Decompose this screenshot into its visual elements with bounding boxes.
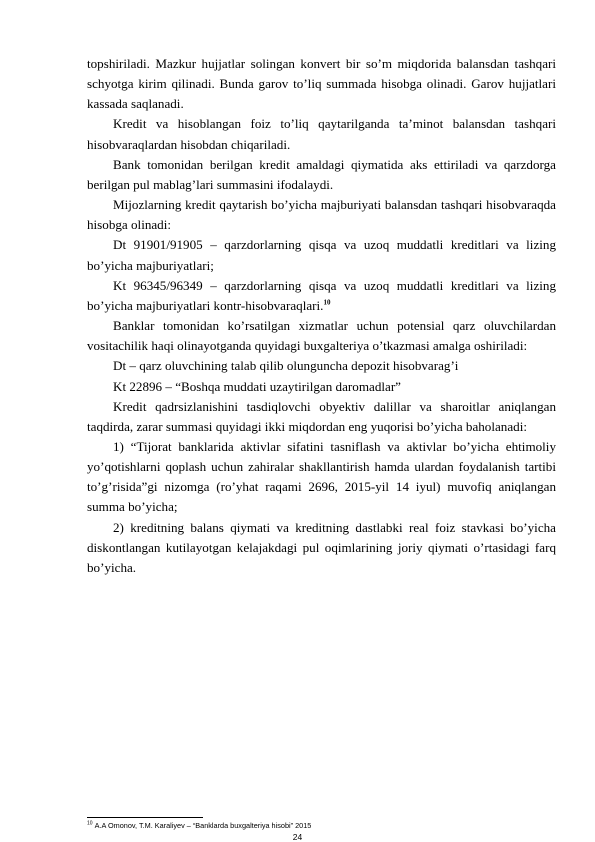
paragraph-4: Mijozlarning kredit qaytarish bo’yicha majburiyati balansdan tashqari hisobvaraqda hisobga olinadi: (87, 197, 556, 233)
paragraph-9: Kt 22896 – “Boshqa muddati uzaytirilgan daromadlar” (113, 378, 401, 394)
paragraph-5: Dt 91901/91905 – qarzdorlarning qisqa va uzoq muddatli kreditlari va lizing bo’yicha majburiyatlari; (87, 237, 556, 273)
body-text (87, 54, 556, 578)
paragraph-10: Kredit qadrsizlanishini tasdiqlovchi obyektiv dalillar va sharoitlar aniqlangan taqdirda, zarar summasi quyidagi ikki miqdordan eng yuqorisi bo’yicha baholanadi: (87, 398, 556, 434)
paragraph-2: Kredit va hisoblangan foiz to’liq qaytarilganda ta’minot balansdan tashqari hisobvaraqlardan hisobdan chiqariladi. (87, 116, 556, 152)
footnote-divider (87, 817, 203, 818)
paragraph-7: Banklar tomonidan ko’rsatilgan xizmatlar uchun potensial qarz oluvchilardan vositachilik haqi olinayotganda quyidagi buxgalteriya o’tkazmasi amalga oshiriladi: (87, 318, 556, 354)
paragraph-6 (87, 276, 556, 316)
page-number: 24 (292, 832, 303, 842)
footnote-number: 10 (87, 820, 93, 827)
footnote-text: A.A Omonov, T.M. Karaliyev – “Banklarda buxgalteriya hisobi” 2015 (94, 821, 312, 830)
footnote (87, 821, 311, 830)
paragraph-8: Dt – qarz oluvchining talab qilib olunguncha depozit hisobvarag’i (113, 358, 459, 374)
paragraph-11: 1) “Tijorat banklarida aktivlar sifatini tasniflash va aktivlar bo’yicha ehtimoliy yo’qotishlarni qoplash uchun zahiralar shakllantirish hamda ulardan foydalanish tartibi to’g’risida”gi nizomga (ro’yhat raqami 2696, 2015-yil 14 iyul) muvofiq aniqlangan summa bo’yicha; (87, 438, 556, 515)
footnote-reference[interactable]: 10 (323, 298, 331, 307)
paragraph-1: topshiriladi. Mazkur hujjatlar solingan konvert bir so’m miqdorida balansdan tashqari schyotga kirim qilinadi. Bunda garov to’liq summada hisobga olinadi. Garov hujjatlari kassada saqlanadi. (87, 56, 556, 112)
paragraph-3: Bank tomonidan berilgan kredit amaldagi qiymatida aks ettiriladi va qarzdorga berilgan pul mablag’lari summasini ifodalaydi. (87, 156, 556, 192)
paragraph-6-text: Kt 96345/96349 – qarzdorlarning qisqa va uzoq muddatli kreditlari va lizing bo’yicha majburiyatlari kontr-hisobvaraqlari. (87, 277, 556, 313)
paragraph-12: 2) kreditning balans qiymati va kreditning dastlabki real foiz stavkasi bo’yicha diskontlangan kutilayotgan kelajakdagi pul oqimlarining joriy qiymati o’rtasidagi farq bo’yicha. (87, 519, 556, 575)
